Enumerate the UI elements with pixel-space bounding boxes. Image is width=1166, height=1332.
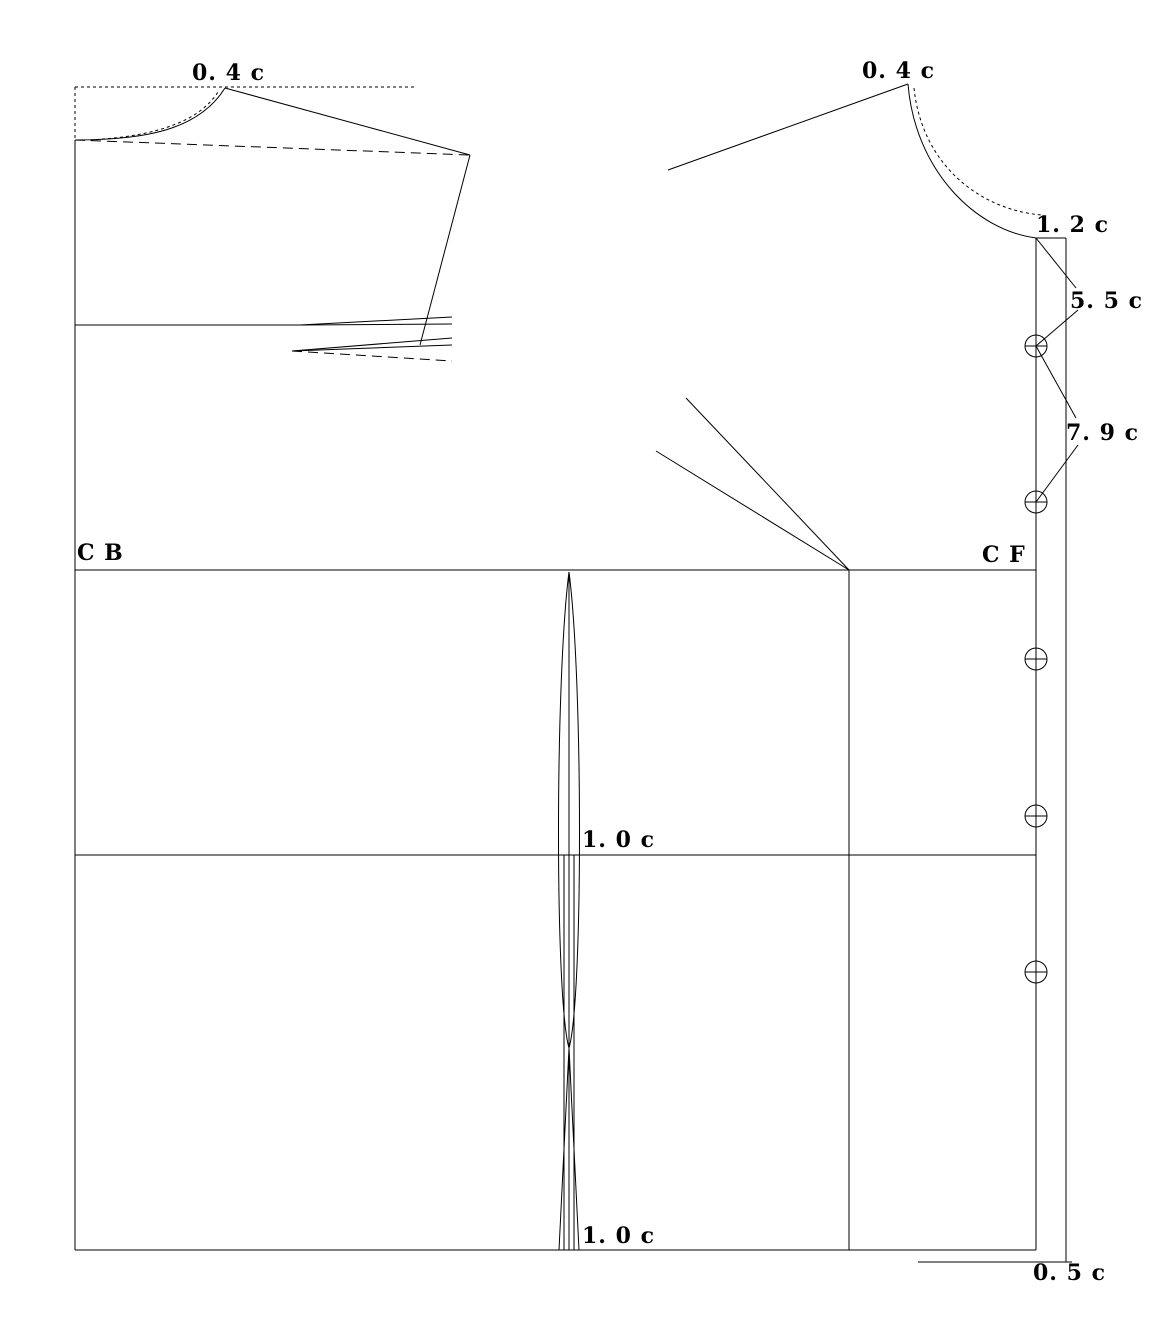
front-shoulder-line <box>668 84 908 170</box>
button-marker <box>1025 648 1047 670</box>
button-marker <box>1025 805 1047 827</box>
front-neckline <box>908 84 1036 238</box>
hem-extension-label: 0. 5 c <box>1033 1260 1106 1286</box>
back-shoulder-dashed <box>75 140 470 155</box>
back-shoulder-line <box>225 88 470 155</box>
button-marker <box>1025 961 1047 983</box>
neck-drop-label: 1. 2 c <box>1036 212 1109 238</box>
front-neckline-dotted <box>914 88 1042 215</box>
front-neck-rise-label: 0. 4 c <box>862 58 935 84</box>
back-dart-dashed <box>292 351 452 361</box>
dart-waist-label: 1. 0 c <box>582 827 655 853</box>
dart-hem-label: 1. 0 c <box>582 1223 655 1249</box>
front-bodice <box>656 58 1109 570</box>
first-button-label: 5. 5 c <box>1070 288 1143 314</box>
back-armhole-line <box>420 155 470 345</box>
leader-label-to-button2 <box>1036 445 1078 502</box>
back-bodice <box>75 60 470 361</box>
button-spacing-label: 7. 9 c <box>1066 420 1139 446</box>
center-front-label: C F <box>982 542 1026 568</box>
leader-neck-to-label <box>1036 238 1076 288</box>
back-neck-rise-label: 0. 4 c <box>192 60 265 86</box>
leader-label-to-button1 <box>1036 310 1078 346</box>
button-spacing-annotations <box>1036 238 1143 502</box>
back-dart-line-3 <box>292 338 452 351</box>
body-frame <box>75 140 1106 1286</box>
waist-dart <box>559 572 656 1250</box>
back-dart-line-4 <box>292 345 452 351</box>
leader-button1-to-label <box>1036 346 1076 418</box>
center-back-label: C B <box>77 540 124 566</box>
